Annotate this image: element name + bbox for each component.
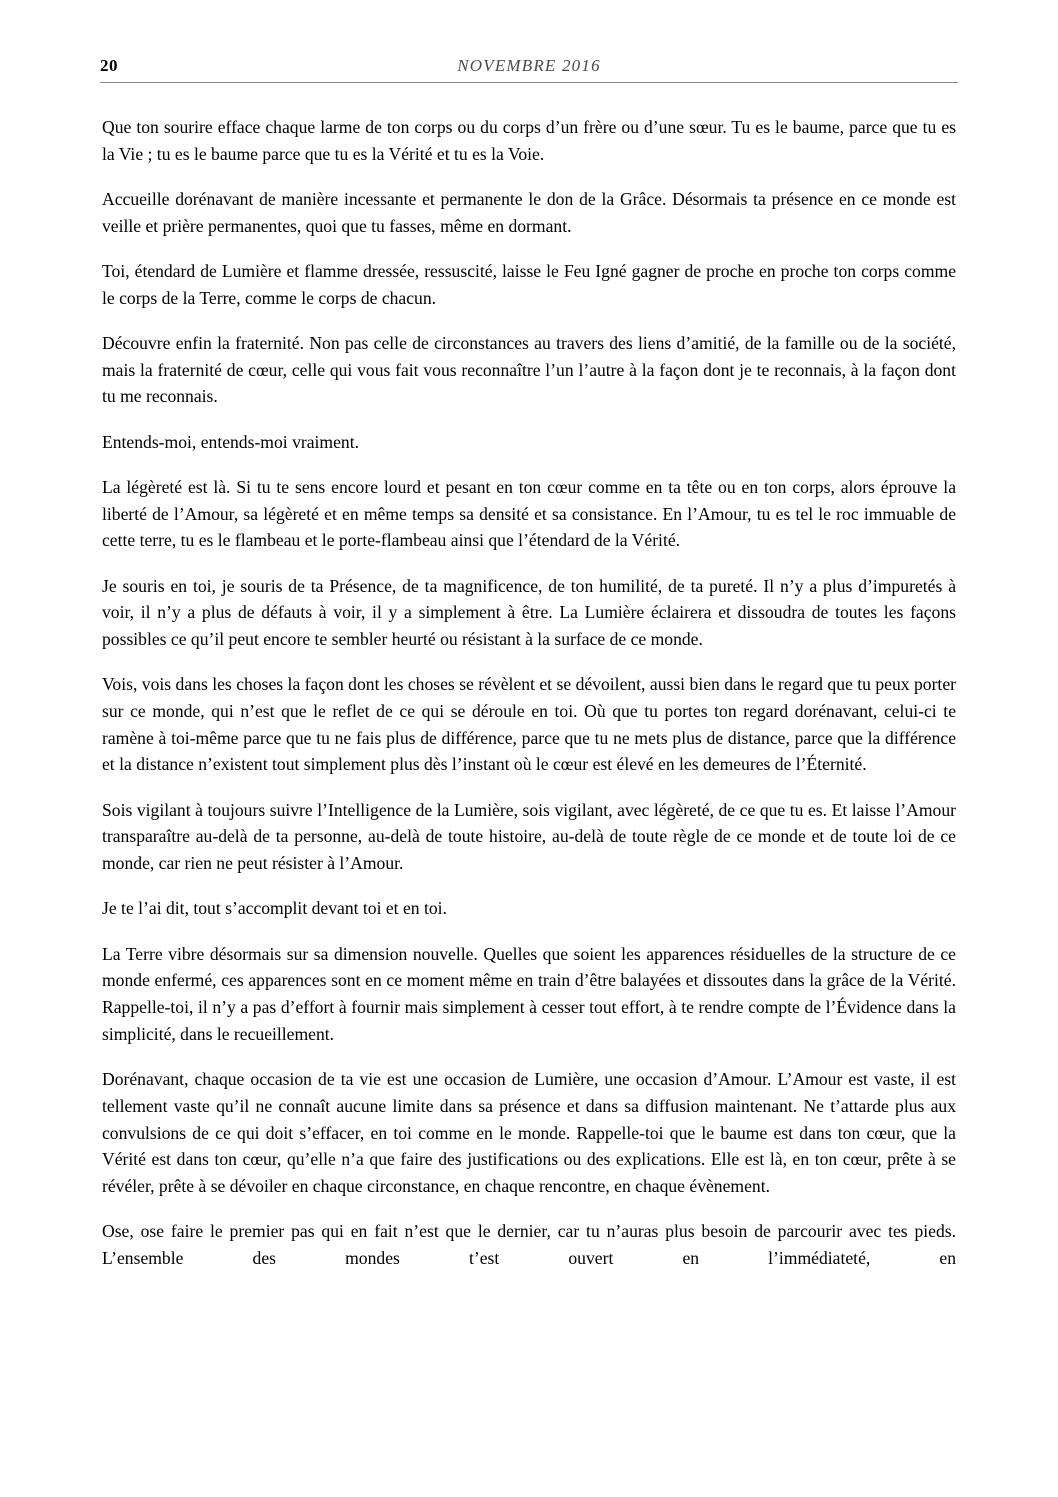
page-header [100,56,958,100]
paragraph: Que ton sourire efface chaque larme de ton corps ou du corps d’un frère ou d’une sœur. Tu es le baume, parce que tu es la Vie ; tu es le baume parce que tu es la Vérité et tu es la Voie. [102,117,956,164]
document-body [100,114,958,1298]
paragraph: Découvre enfin la fraternité. Non pas celle de circonstances au travers des liens d’amitié, de la famille ou de la société, mais la fraternité de cœur, celle qui vous fait vous reconnaître l’un l’autre à la façon dont je te reconnais, à la façon dont tu me reconnais. [102,332,956,407]
page-header-row [100,56,958,83]
paragraph: La légèreté est là. Si tu te sens encore lourd et pesant en ton cœur comme en ta tête ou en ton corps, alors éprouve la liberté de l’Amour, sa légèreté et en même temps sa densité et sa consistance. En l’Amour, tu es tel le roc immuable de cette terre, tu es le flambeau et le porte-flambeau ainsi que l’étendard de la Vérité. [102,476,956,551]
paragraph: La Terre vibre désormais sur sa dimension nouvelle. Quelles que soient les apparences résiduelles de la structure de ce monde enfermé, ces apparences sont en ce moment même en train d’être balayées et dissoutes dans la grâce de la Vérité. Rappelle-toi, il n’y a pas d’effort à fournir mais simplement à cesser tout effort, à te rendre compte de l’Évidence dans la simplicité, dans le recueillement. [102,943,956,1044]
paragraph: Je te l’ai dit, tout s’accomplit devant toi et en toi. [102,898,447,919]
page-number: 20 [100,56,118,75]
paragraph: Dorénavant, chaque occasion de ta vie est une occasion de Lumière, une occasion d’Amour. L’Amour est vaste, il est tellement vaste qu’il ne connaît aucune limite dans sa présence et dans sa diffusion maintenant. Ne t’attarde plus aux convulsions de ce qui doit s’effacer, en toi comme en le monde. Rappelle-toi que le baume est dans ton cœur, que la Vérité est dans ton cœur, qu’elle n’a que faire des justifications ou des explications. Elle est là, en ton cœur, prête à se révéler, prête à se dévoiler en chaque circonstance, en chaque rencontre, en chaque évènement. [102,1069,956,1196]
paragraph: Ose, ose faire le premier pas qui en fait n’est que le dernier, car tu n’auras plus besoin de parcourir avec tes pieds. L’ensemble des mondes t’est ouvert en l’immédiateté, en [102,1221,956,1268]
paragraph: Je souris en toi, je souris de ta Présence, de ta magnificence, de ton humilité, de ta pureté. Il n’y a plus d’impuretés à voir, il n’y a plus de défauts à voir, il y a simplement à être. La Lumière éclairera et dissoudra de toutes les façons possibles ce qu’il peut encore te sembler heurté ou résistant à la surface de ce monde. [102,575,956,650]
paragraph: Vois, vois dans les choses la façon dont les choses se révèlent et se dévoilent, aussi bien dans le regard que tu peux porter sur ce monde, qui n’est que le reflet de ce qui se déroule en toi. Où que tu portes ton regard dorénavant, celui-ci te ramène à toi-même parce que tu ne fais plus de différence, parce que tu ne mets plus de distance, parce que la différence et la distance n’existent tout simplement plus dès l’instant où le cœur est élevé en les demeures de l’Éternité. [102,674,956,775]
paragraph: Entends-moi, entends-moi vraiment. [102,431,360,452]
paragraph: Accueille dorénavant de manière incessante et permanente le don de la Grâce. Désormais ta présence en ce monde est veille et prière permanentes, quoi que tu fasses, même en dormant. [102,188,956,236]
paragraph: Sois vigilant à toujours suivre l’Intelligence de la Lumière, sois vigilant, avec légèreté, de ce que tu es. Et laisse l’Amour transparaître au-delà de ta personne, au-delà de toute histoire, au-delà de toute règle de ce monde et de toute loi de ce monde, car rien ne peut résister à l’Amour. [102,799,956,874]
paragraph: Toi, étendard de Lumière et flamme dressée, ressuscité, laisse le Feu Igné gagner de proche en proche ton corps comme le corps de la Terre, comme le corps de chacun. [102,260,956,308]
page-header-title: NOVEMBRE 2016 [457,56,601,75]
